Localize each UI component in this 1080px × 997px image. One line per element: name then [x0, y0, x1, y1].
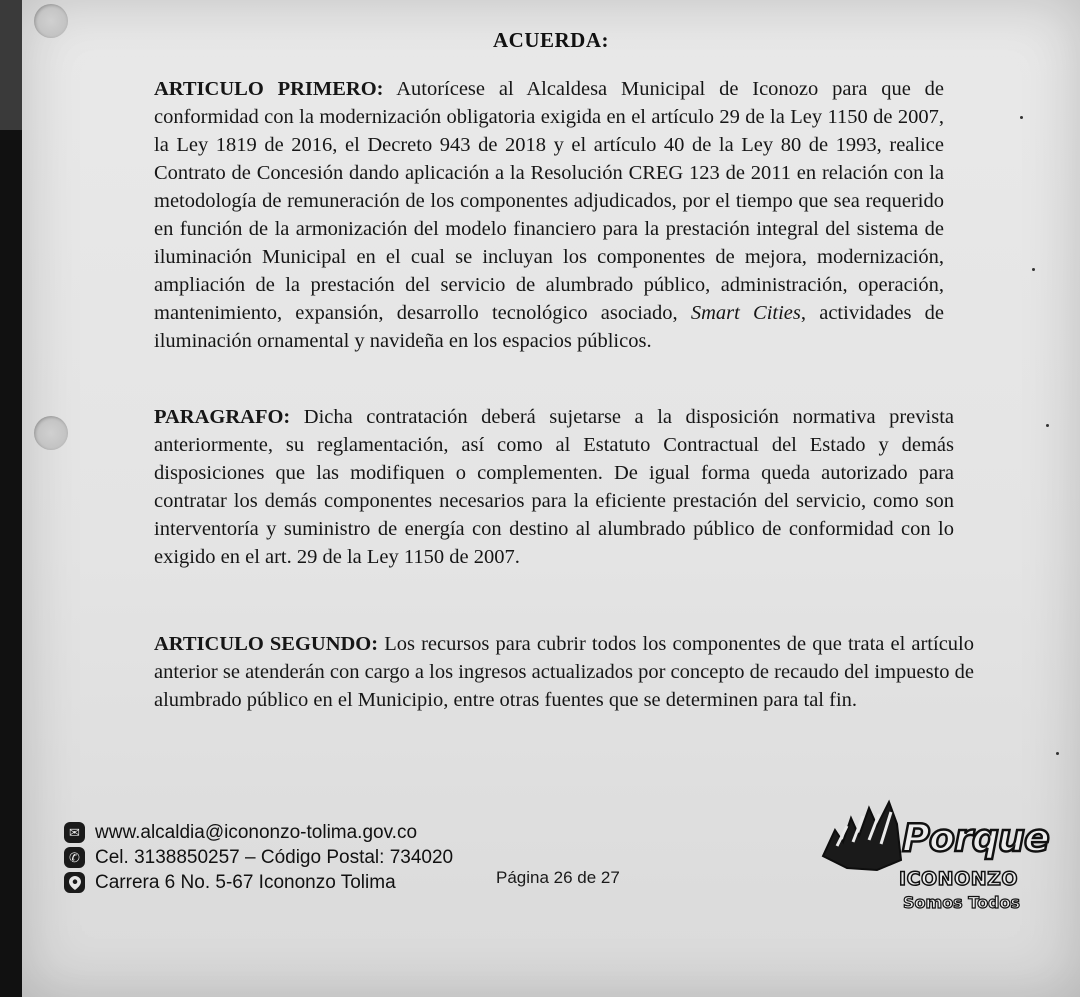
paper-speck [1046, 424, 1049, 427]
footer-email-row [64, 820, 453, 845]
footer-email: www.alcaldia@icononzo-tolima.gov.co [95, 821, 418, 843]
municipal-logo [817, 792, 1057, 922]
logo-porque-text: Porque [902, 816, 1049, 860]
article-primero-lead: ARTICULO PRIMERO: [154, 78, 384, 100]
footer-contacts [64, 820, 453, 895]
footer-phone: Cel. 3138850257 – Código Postal: 734020 [95, 846, 454, 868]
background-edge-top [0, 0, 22, 130]
article-segundo-text: Los recursos para cubrir todos los componentes de que trata el artículo anterior se atenderán con cargo a los ingresos actualizados por concepto de recaudo del impuesto de alumbrado público en el Municipio, entre otras fuentes que se determinen para tal fin. [154, 633, 974, 711]
paragrafo [154, 403, 954, 571]
article-primero-text-end: , actividades de iluminación ornamental y navideña en los espacios públicos. [154, 302, 944, 352]
paper-speck [1032, 268, 1035, 271]
logo-somos-todos-text: Somos Todos [903, 893, 1021, 912]
document-heading: ACUERDA: [493, 28, 609, 52]
document-page [22, 0, 1080, 997]
paper-speck [1056, 752, 1059, 755]
footer-address-row [64, 870, 453, 895]
location-pin-icon [64, 872, 85, 893]
phone-icon: ✆ [64, 847, 85, 868]
logo-iconozo-text: ICONONZO [899, 868, 1019, 890]
paragrafo-text: Dicha contratación deberá sujetarse a la disposición normativa prevista anteriormente, su reglamentación, así como al Estatuto Contractual del Estado y demás disposiciones que las modifiquen o complementen. De igual forma queda autorizado para contratar los demás componentes necesarios para la eficiente prestación del servicio, como son interventoría y suministro de energía con destino al alumbrado público de conformidad con lo exigido en el art. 29 de la Ley 1150 de 2007. [154, 406, 954, 568]
mountain-hands-icon [817, 796, 907, 876]
paragrafo-lead: PARAGRAFO: [154, 406, 291, 428]
background-edge [0, 130, 22, 997]
punch-hole-middle [34, 416, 68, 450]
article-segundo-lead: ARTICULO SEGUNDO: [154, 633, 379, 655]
paper-speck [1020, 116, 1023, 119]
article-primero [154, 75, 944, 355]
page-number: Página 26 de 27 [496, 868, 620, 887]
article-primero-text: Autorícese al Alcaldesa Municipal de Iconozo para que de conformidad con la modernización obligatoria exigida en el artículo 29 de la Ley 1150 de 2007, la Ley 1819 de 2016, el Decreto 943 de 2018 y el artículo 40 de la Ley 80 de 1993, realice Contrato de Concesión dando aplicación a la Resolución CREG 123 de 2011 en relación con la metodología de remuneración de los componentes adjudicados, por el tiempo que sea requerido en función de la armonización del modelo financiero para la prestación integral del sistema de iluminación Municipal en el cual se incluyan los componentes de mejora, modernización, ampliación de la prestación del servicio de alumbrado público, administración, operación, mantenimiento, expansión, desarrollo tecnológico asociado, [154, 78, 945, 324]
article-primero-italic: Smart Cities [690, 302, 801, 324]
mail-icon: ✉ [64, 822, 85, 843]
footer-phone-row [64, 845, 453, 870]
article-segundo [154, 630, 974, 714]
footer-address: Carrera 6 No. 5-67 Icononzo Tolima [95, 871, 396, 893]
